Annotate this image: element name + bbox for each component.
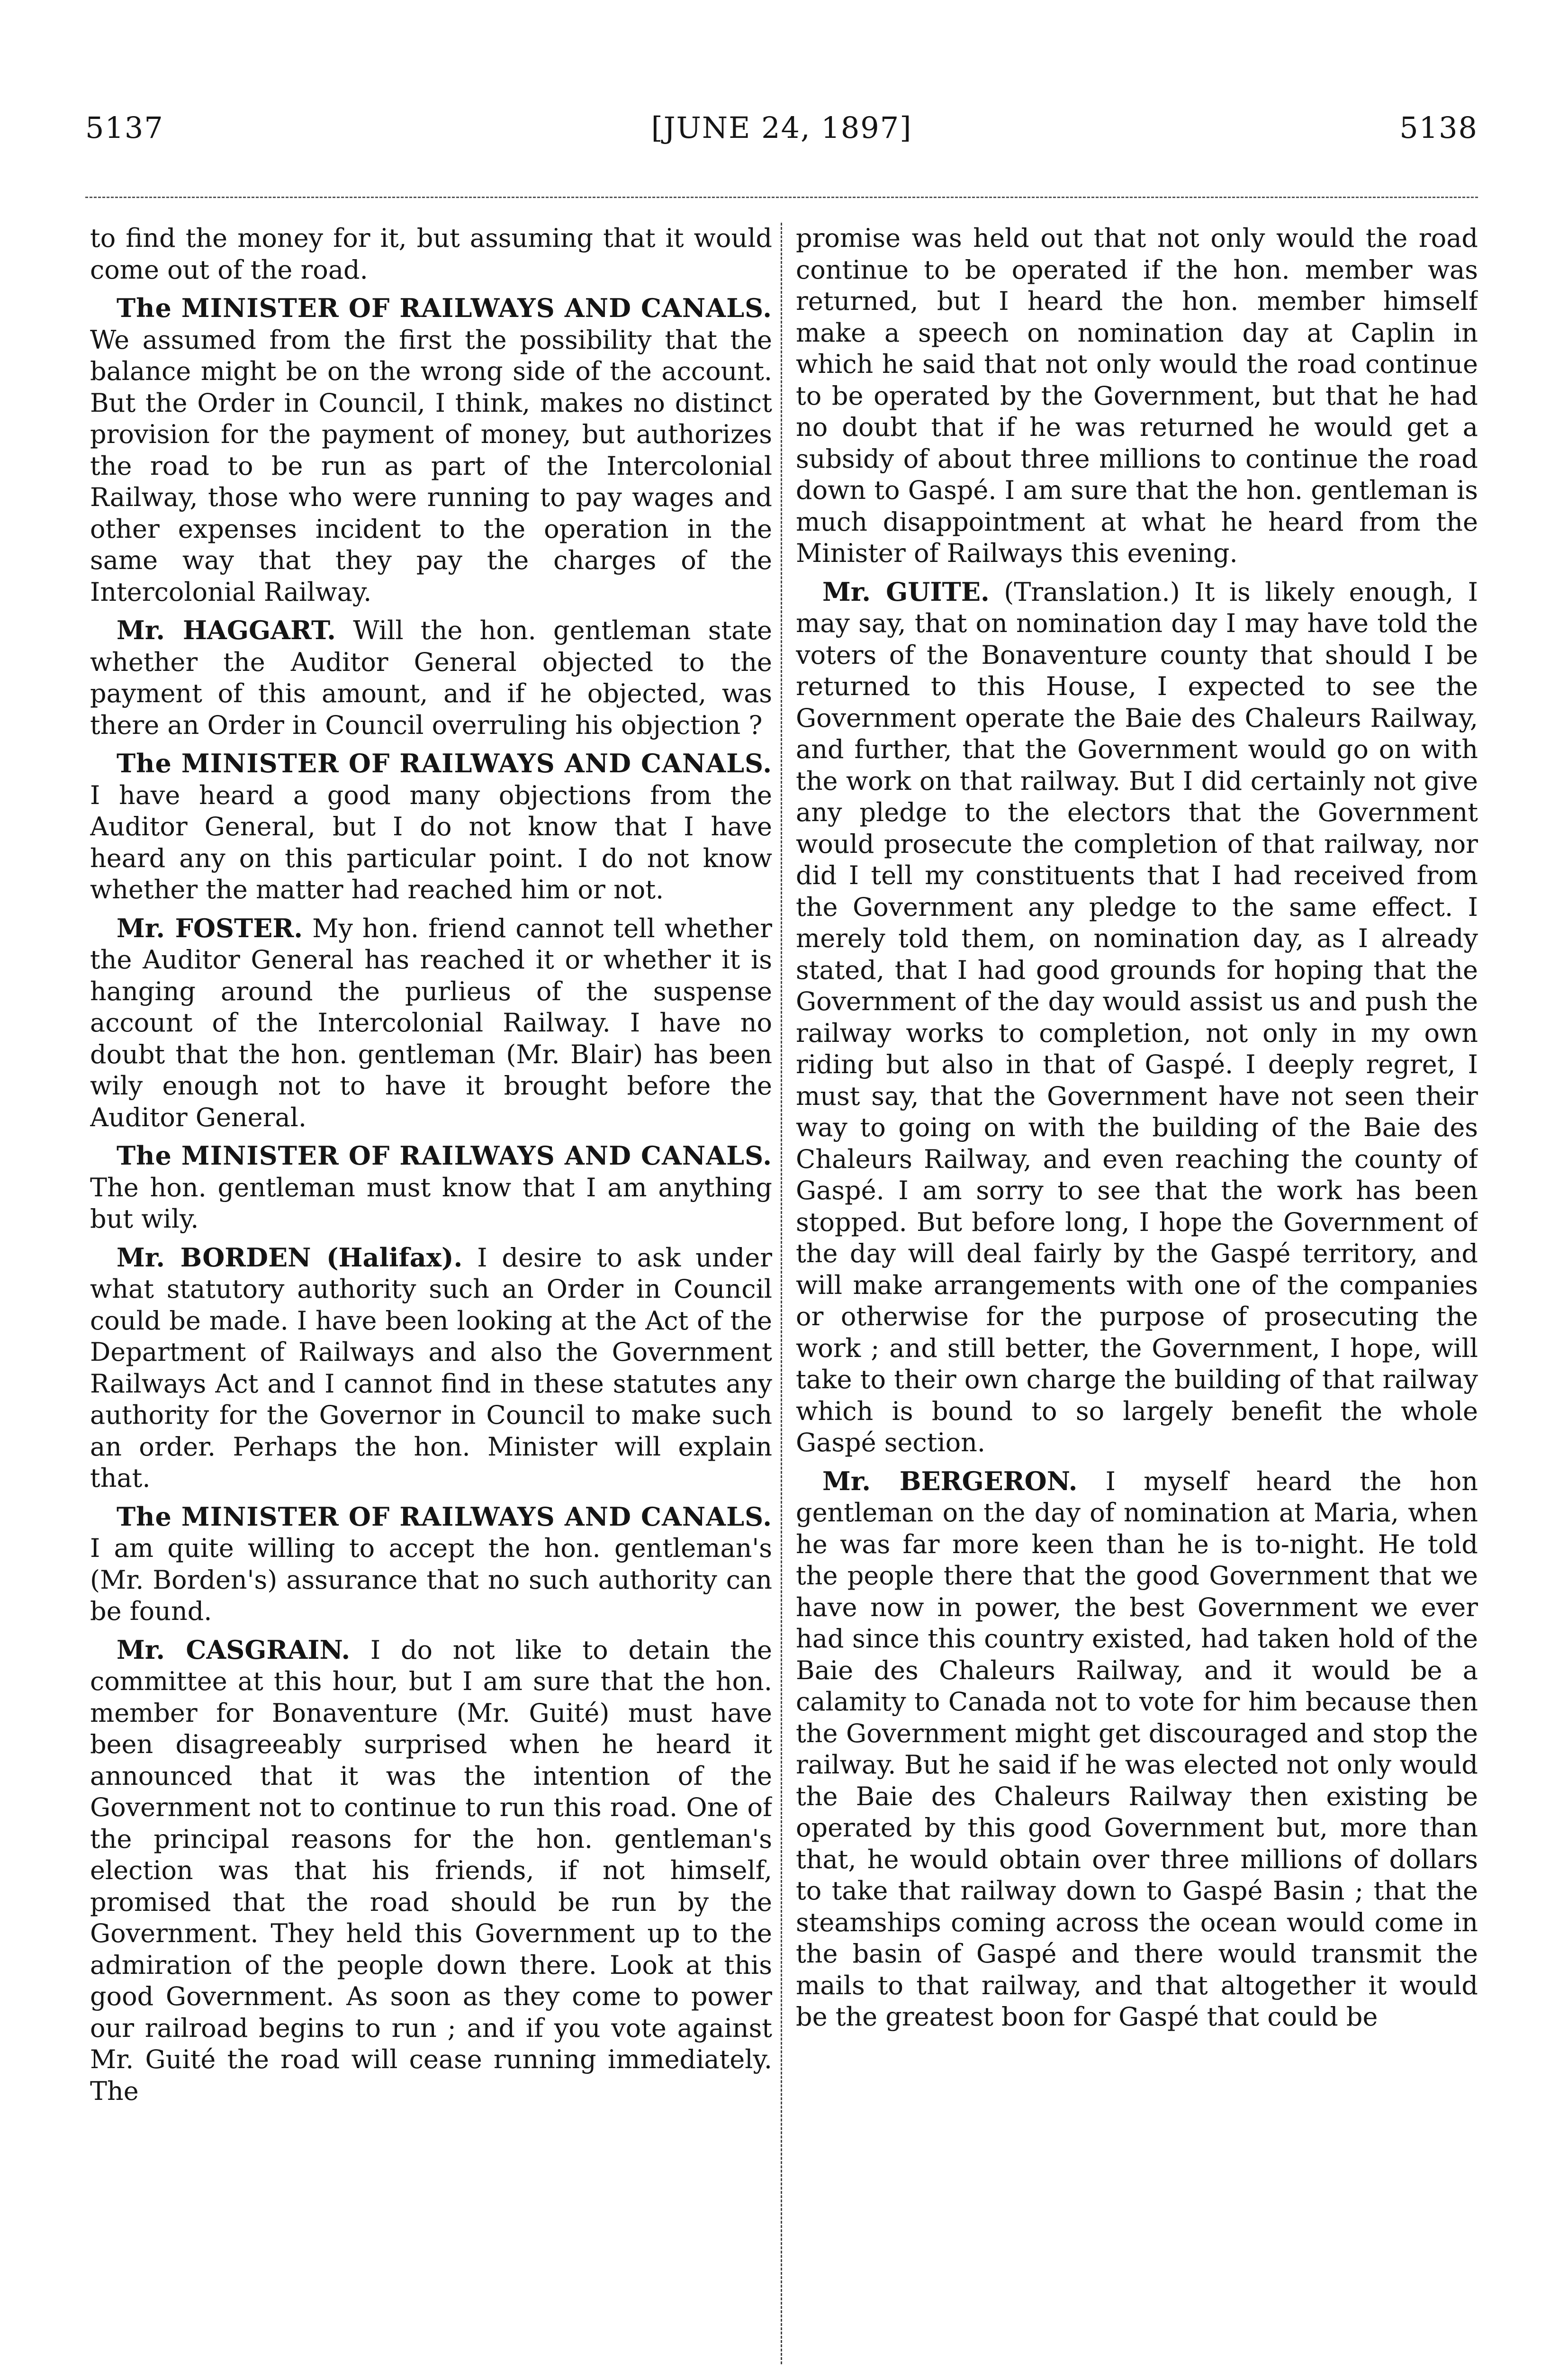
speech-text: (Translation.) It is likely enough, I may say, that on nomination day I may have told the voters of the Bonaventure county that should I be returned to this House, I expected to see the Government operate the Baie des Chaleurs Railway, and further, that the Government would go on with the work on that railway. But I did certainly not give any pledge to the electors that the Government would prosecute the completion of that railway, nor did I tell my constituents that I had received from the Government any pledge to the same effect. I merely told them, on nomination day, as I already stated, that I had good grounds for hoping that the Government of the day would assist us and push the railway works to completion, not only in my own riding but also in that of Gaspé. I deeply regret, I must say, that the Government have not seen their way to going on with the building of the Baie des Chaleurs Railway, and even reaching the county of Gaspé. I am sorry to see that the work has been stopped. But before long, I hope the Government of the day will deal fairly by the Gaspé territory, and will make arrangements with one of the companies or otherwise for the purpose of prosecuting the work ; and still better, the Government, I hope, will take to their own charge the building of that railway which is bound to so largely benefit the whole Gaspé section.: [796, 577, 1478, 1457]
header-date: [JUNE 24, 1897]: [651, 110, 912, 145]
right-column: [796, 223, 1478, 2364]
paragraph: [90, 292, 772, 608]
paragraph: [90, 1501, 772, 1628]
header-rule: [85, 197, 1478, 198]
page-header: [85, 107, 1478, 149]
speaker-name: Mr. GUITE.: [822, 576, 990, 607]
speech-text: The hon. gentleman must know that I am anything but wily.: [90, 1172, 772, 1234]
speech-text: I do not like to detain the committee at this hour, but I am sure that the hon. member for Bonaventure (Mr. Guité) must have been disagreeably surprised when he heard it announced that it was the intention of the Government not to continue to run this road. One of the principal reasons for the hon. gentleman's election was that his friends, if not himself, promised that the road should be run by the Government. They held this Government up to the admiration of the people down there. Look at this good Government. As soon as they come to power our railroad begins to run ; and if you vote against Mr. Guité the road will cease running immediately. The: [90, 1635, 772, 2106]
paragraph: promise was held out that not only would the road continue to be operated if the hon. member was returned, but I heard the hon. member himself make a speech on nomination day at Caplin in which he said that not only would the road continue to be operated by the Government, but that he had no doubt that if he was returned he would get a subsidy of about three millions to continue the road down to Gaspé. I am sure that the hon. gentleman is much disappointment at what he heard from the Minister of Railways this evening.: [796, 223, 1478, 568]
paragraph: [90, 913, 772, 1134]
paragraph: [90, 615, 772, 741]
column-divider: [781, 223, 782, 2364]
speaker-name: The MINISTER OF RAILWAYS AND CANALS.: [117, 748, 772, 778]
paragraph: [796, 576, 1478, 1459]
paragraph: to find the money for it, but assuming that it would come out of the road.: [90, 223, 772, 285]
speech-text: I myself heard the hon gentleman on the day of nomination at Maria, when he was far more keen than he is to-night. He told the people there that the good Government that we have now in power, the best Government we ever had since this country existed, had taken hold of the Baie des Chaleurs Railway, and it would be a calamity to Canada not to vote for him because then the Government might get discouraged and stop the railway. But he said if he was elected not only would the Baie des Chaleurs Railway then existing be operated by this good Government but, more than that, he would obtain over three millions of dollars to take that railway down to Gaspé Basin ; that the steamships coming across the ocean would come in the basin of Gaspé and there would transmit the mails to that railway, and that altogether it would be the greatest boon for Gaspé that could be: [796, 1466, 1478, 2032]
paragraph: [90, 748, 772, 906]
speech-text: I desire to ask under what statutory authority such an Order in Council could be made. I have been looking at the Act of the Department of Railways and also the Government Railways Act and I cannot find in these statutes any authority for the Governor in Council to make such an order. Perhaps the hon. Minister will explain that.: [90, 1242, 772, 1493]
page-number-right: 5138: [1399, 110, 1478, 145]
speech-text: Will the hon. gentleman state whether the Auditor General objected to the payment of this amount, and if he objected, was there an Order in Council overruling his objection ?: [90, 615, 772, 740]
speaker-name: Mr. FOSTER.: [117, 913, 303, 943]
paragraph: [90, 1140, 772, 1235]
paragraph: [90, 1634, 772, 2107]
speaker-name: Mr. HAGGART.: [117, 615, 336, 645]
left-column: [90, 223, 772, 2364]
speaker-name: The MINISTER OF RAILWAYS AND CANALS.: [117, 1501, 772, 1532]
page-number-left: 5137: [85, 110, 164, 145]
paragraph: [90, 1242, 772, 1494]
speaker-name: Mr. BERGERON.: [822, 1465, 1078, 1496]
speech-text: I am quite willing to accept the hon. gentleman's (Mr. Borden's) assurance that no such authority can be found.: [90, 1533, 772, 1626]
speaker-name: The MINISTER OF RAILWAYS AND CANALS.: [117, 1140, 772, 1171]
paragraph: [796, 1465, 1478, 2033]
speaker-name: Mr. BORDEN (Halifax).: [117, 1242, 463, 1273]
speaker-name: Mr. CASGRAIN.: [117, 1634, 351, 1665]
speech-text: I have heard a good many objections from the Auditor General, but I do not know that I have heard any on this particular point. I do not know whether the matter had reached him or not.: [90, 780, 772, 904]
speech-text: My hon. friend cannot tell whether the Auditor General has reached it or whether it is hanging around the purlieus of the suspense account of the Intercolonial Railway. I have no doubt that the hon. gentleman (Mr. Blair) has been wily enough not to have it brought before the Auditor General.: [90, 913, 772, 1132]
speaker-name: The MINISTER OF RAILWAYS AND CANALS.: [117, 293, 772, 323]
speech-text: We assumed from the first the possibility that the balance might be on the wrong side of the account. But the Order in Council, I think, makes no distinct provision for the payment of money, but authorizes the road to be run as part of the Intercolonial Railway, those who were running to pay wages and other expenses incident to the operation in the same way that they pay the charges of the Intercolonial Railway.: [90, 325, 772, 607]
